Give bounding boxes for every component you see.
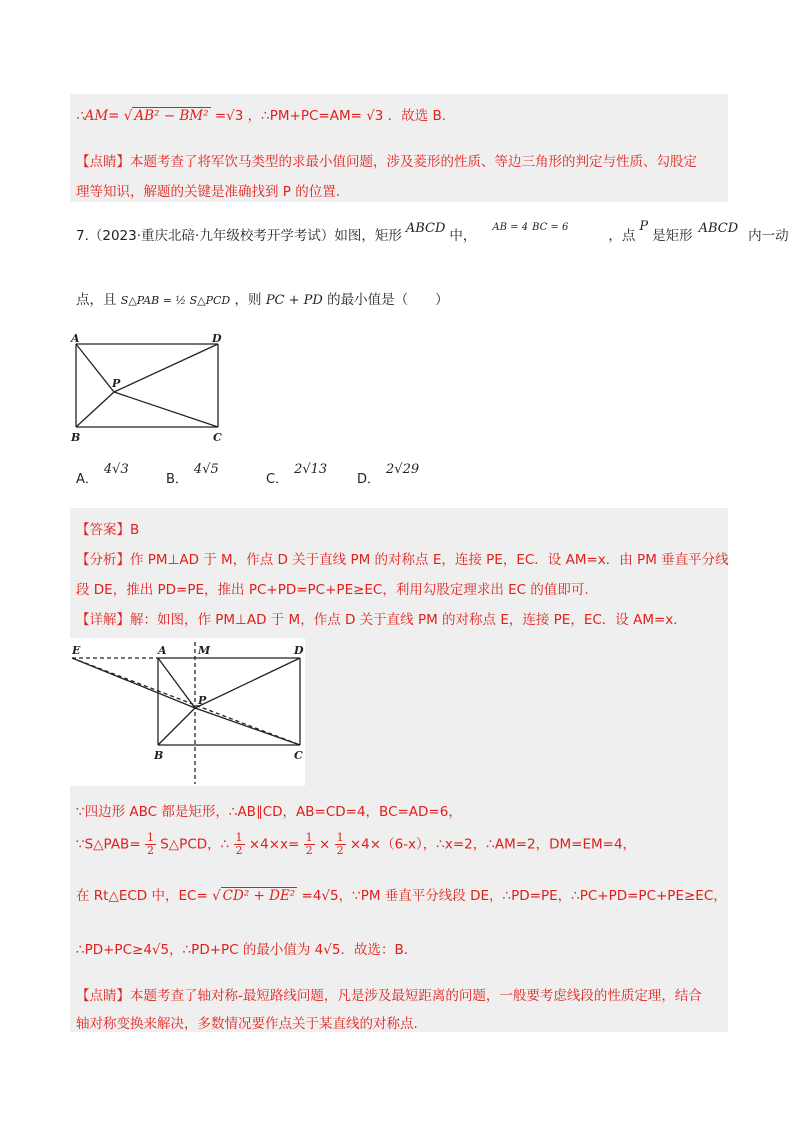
question-line-2: 点，且 S△PAB = ½ S△PCD ，则 PC + PD 的最小值是（ ）: [76, 292, 449, 308]
fraction-half: $\frac{1}{2}$: [146, 831, 154, 857]
label-p: P: [112, 377, 121, 390]
solution-line-1: ∵四边形 ABC 都是矩形，∴AB∥CD，AB=CD=4，BC=AD=6，: [76, 804, 462, 820]
fraction-half: $\frac{1}{2}$: [235, 831, 243, 857]
comment-line-2: 理等知识，解题的关键是准确找到 P 的位置.: [76, 184, 341, 200]
option-c[interactable]: C．2√13: [266, 462, 328, 487]
solution-line-3: 在 Rt△ECD 中，EC= √ CD² + DE² =4√5，∵PM 垂直平分线段 DE，∴PD=PE，∴PC+PD=PC+PE≥EC，: [76, 888, 727, 904]
previous-solution-line: ∴AM= √ AB² − BM² =√3 ，∴PM+PC=AM= √3 ．故选 B.: [76, 108, 447, 124]
figure-reflection-construction: [70, 638, 305, 786]
label-e: E: [72, 644, 81, 657]
option-a[interactable]: A．4√3: [76, 462, 129, 487]
final-comment-line-1: 【点睛】本题考查了轴对称-最短路线问题，凡是涉及最短距离的问题，一般要考虑线段的性质定理，结合: [76, 988, 702, 1004]
label-b: B: [154, 749, 164, 762]
solution-line-4: ∴PD+PC≥4√5，∴PD+PC 的最小值为 4√5．故选：B．: [76, 942, 418, 958]
label-a: A: [71, 332, 80, 345]
detail-line: 【详解】解：如图，作 PM⊥AD 于 M，作点 D 关于直线 PM 的对称点 E，连接 PE，EC．设 AM=x．: [76, 612, 687, 628]
option-b[interactable]: B．4√5: [166, 462, 219, 487]
label-c: C: [294, 749, 303, 762]
label-d: D: [294, 644, 304, 657]
comment-line-1: 【点睛】本题考查了将军饮马类型的求最小值问题，涉及菱形的性质、等边三角形的判定与性质、勾股定: [76, 154, 697, 170]
answer-line: 【答案】B: [76, 522, 140, 538]
label-b: B: [71, 431, 81, 444]
analysis-line-1: 【分析】作 PM⊥AD 于 M，作点 D 关于直线 PM 的对称点 E，连接 PE，EC．设 AM=x．由 PM 垂直平分线: [76, 552, 729, 568]
option-d[interactable]: D．2√29: [357, 462, 420, 487]
label-c: C: [213, 431, 222, 444]
fraction-half: $\frac{1}{2}$: [305, 831, 313, 857]
sqrt-expression: √ CD² + DE²: [212, 888, 296, 904]
analysis-line-2: 段 DE，推出 PD=PE，推出 PC+PD=PC+PE≥EC，利用勾股定理求出 EC 的值即可.: [76, 582, 589, 598]
question-line-1: 7.（2023·重庆北碚·九年级校考开学考试）如图，矩形 ABCD 中，$^{AB = 4}$ $^{BC = 6}$，点P是矩形 ABCD 内一动: [76, 219, 789, 244]
final-comment-line-2: 轴对称变换来解决，多数情况要作点关于某直线的对称点.: [76, 1016, 418, 1032]
label-a: A: [158, 644, 167, 657]
label-m: M: [198, 644, 211, 657]
solution-line-2: ∵S△PAB= $\frac{1}{2}$ S△PCD，∴ $\frac{1}{2}$ ×4×x= $\frac{1}{2}$ × $\frac{1}{2}$ ×4×（6-x），∴x=2，∴AM=2，DM=EM=4，: [76, 831, 637, 857]
figure-rectangle-abcd: [68, 332, 228, 444]
sqrt-expression: √ AB² − BM²: [123, 108, 209, 124]
fraction-half: $\frac{1}{2}$: [336, 831, 344, 857]
label-d: D: [212, 332, 222, 345]
label-p: P: [198, 694, 207, 707]
